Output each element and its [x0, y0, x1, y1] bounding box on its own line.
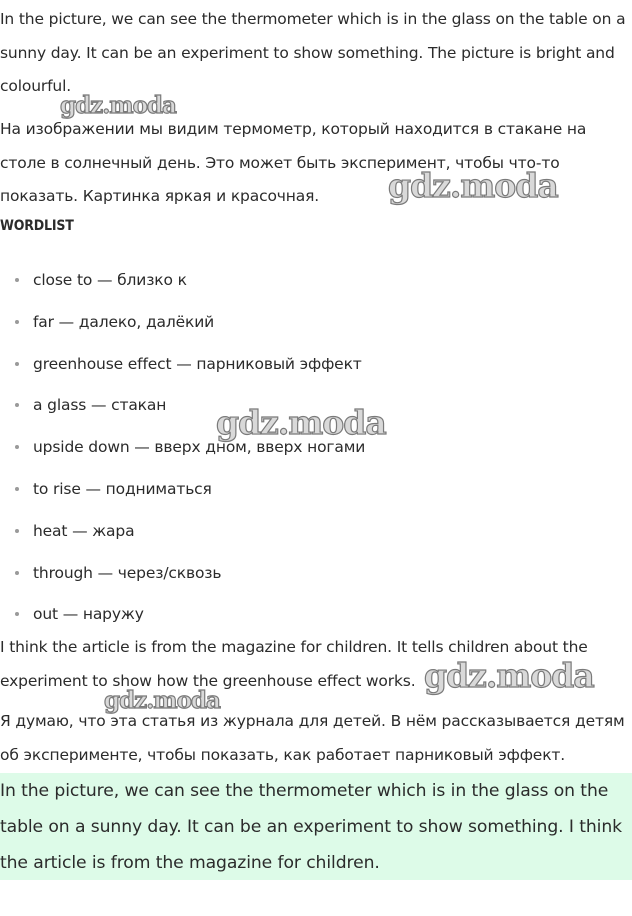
wordlist-item [0, 472, 365, 514]
wordlist-item-text: upside down — вверх дном, вверх ногами [33, 438, 366, 457]
wordlist-item-text: to rise — подниматься [33, 479, 212, 498]
bullet-icon [15, 529, 19, 533]
wordlist-item-text: far — далеко, далёкий [33, 312, 215, 331]
wordlist-item [0, 263, 365, 305]
bullet-icon [15, 320, 19, 324]
wordlist-item [0, 347, 365, 389]
bullet-icon [15, 571, 19, 575]
wordlist [0, 263, 365, 639]
wordlist-item-text: close to — близко к [33, 271, 187, 289]
wordlist-item [0, 430, 365, 472]
paragraph-english-2: I think the article is from the magazine for children. It tells children about the experiment to show how the greenhouse effect works. [0, 638, 588, 690]
watermark: gdz.moda [60, 92, 176, 119]
bullet-icon [15, 362, 19, 366]
highlight-answer-text: In the picture, we can see the thermometer which is in the glass on the table on a sunny day. It can be an experiment to show something. I think the article is from the magazine for children. [0, 781, 622, 873]
watermark: gdz.moda [388, 166, 558, 205]
bullet-icon [15, 278, 19, 282]
wordlist-item [0, 388, 365, 430]
paragraph-russian-1: На изображении мы видим термометр, который находится в стакане на столе в солнечный день. Это может быть эксперимент, чтобы что-то показать. Картинка яркая и красочная. [0, 120, 587, 205]
bullet-icon [15, 487, 19, 491]
wordlist-item [0, 514, 365, 556]
wordlist-item [0, 305, 365, 347]
bullet-icon [15, 612, 19, 616]
wordlist-item-text: a glass — стакан [33, 396, 167, 415]
wordlist-item-text: through — через/сквозь [33, 563, 222, 582]
watermark: gdz.moda [424, 656, 594, 695]
bullet-icon [15, 445, 19, 449]
paragraph-english-1: In the picture, we can see the thermometer which is in the glass on the table on a sunny day. It can be an experiment to show something. The picture is bright and colourful. [0, 10, 626, 95]
wordlist-item-text: out — наружу [33, 605, 144, 624]
paragraph-russian-2: Я думаю, что эта статья из журнала для детей. В нём рассказывается детям об эксперименте, чтобы показать, как работает парниковый эффект. [0, 712, 625, 764]
wordlist-item [0, 556, 365, 598]
wordlist-item-text: heat — жара [33, 521, 135, 540]
wordlist-heading: WORDLIST [0, 218, 74, 234]
watermark: gdz.moda [216, 403, 386, 442]
wordlist-item-text: greenhouse effect — парниковый эффект [33, 354, 362, 373]
bullet-icon [15, 403, 19, 407]
watermark: gdz.moda [104, 687, 220, 714]
